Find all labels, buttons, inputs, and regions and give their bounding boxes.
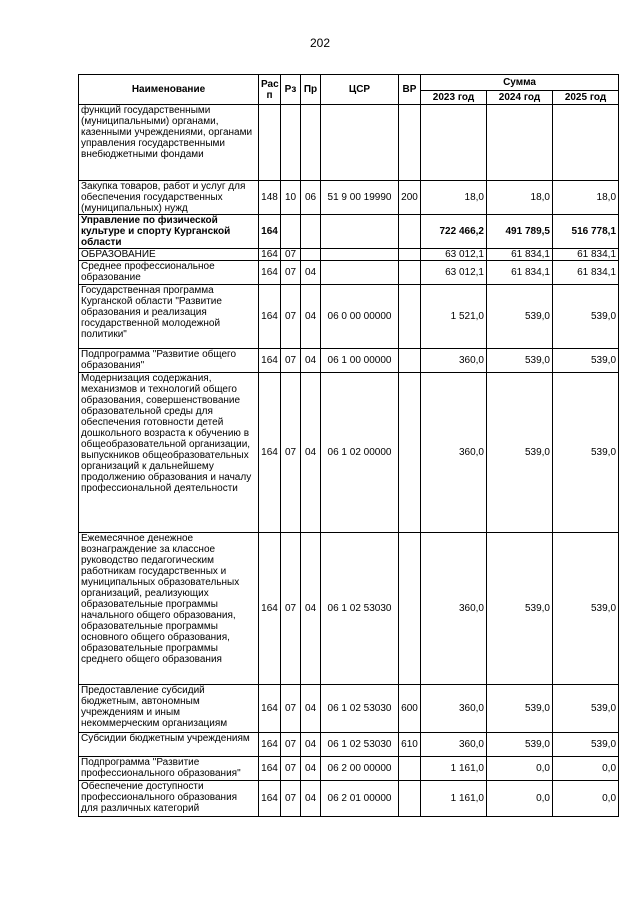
row-2025-cell: 516 778,1 xyxy=(553,215,619,249)
row-2025-cell: 539,0 xyxy=(553,733,619,757)
row-2024-cell: 539,0 xyxy=(487,373,553,533)
header-year-2023: 2023 год xyxy=(421,91,487,105)
row-name-cell: Предоставление субсидий бюджетным, автономным учреждениям и иным некоммерческим организациям xyxy=(79,685,259,733)
table-row xyxy=(79,261,619,285)
row-vr-cell: 610 xyxy=(399,733,421,757)
row-rasp-cell: 148 xyxy=(259,181,281,215)
row-rasp-cell: 164 xyxy=(259,249,281,261)
row-rz-cell: 07 xyxy=(281,533,301,685)
row-2025-cell: 539,0 xyxy=(553,685,619,733)
table-row xyxy=(79,733,619,757)
row-rz-cell: 07 xyxy=(281,781,301,817)
row-vr-cell xyxy=(399,781,421,817)
row-2024-cell: 539,0 xyxy=(487,733,553,757)
row-vr-cell xyxy=(399,533,421,685)
row-pr-cell: 04 xyxy=(301,285,321,349)
page-number: 202 xyxy=(309,36,331,50)
row-pr-cell xyxy=(301,105,321,181)
row-rz-cell: 07 xyxy=(281,349,301,373)
row-rz-cell: 07 xyxy=(281,249,301,261)
budget-table xyxy=(78,74,619,817)
row-csr-cell xyxy=(321,215,399,249)
table-row xyxy=(79,533,619,685)
row-rz-cell: 07 xyxy=(281,757,301,781)
row-name-cell: Субсидии бюджетным учреждениям xyxy=(79,733,259,757)
row-rasp-cell: 164 xyxy=(259,781,281,817)
row-vr-cell xyxy=(399,215,421,249)
table-row xyxy=(79,349,619,373)
row-rasp-cell: 164 xyxy=(259,533,281,685)
row-csr-cell: 06 0 00 00000 xyxy=(321,285,399,349)
row-2024-cell: 491 789,5 xyxy=(487,215,553,249)
header-rasp: Рас п xyxy=(259,75,281,105)
row-csr-cell: 51 9 00 19990 xyxy=(321,181,399,215)
row-2025-cell: 539,0 xyxy=(553,373,619,533)
row-rasp-cell: 164 xyxy=(259,215,281,249)
row-name-cell: Обеспечение доступности профессионального образования для различных категорий xyxy=(79,781,259,817)
row-name-cell: Подпрограмма "Развитие общего образования" xyxy=(79,349,259,373)
row-pr-cell: 04 xyxy=(301,261,321,285)
row-rasp-cell: 164 xyxy=(259,349,281,373)
row-2023-cell: 63 012,1 xyxy=(421,261,487,285)
row-2024-cell: 0,0 xyxy=(487,781,553,817)
row-2024-cell: 0,0 xyxy=(487,757,553,781)
row-2025-cell: 61 834,1 xyxy=(553,261,619,285)
row-name-cell: Подпрограмма "Развитие профессионального образования" xyxy=(79,757,259,781)
row-name-cell: Модернизация содержания, механизмов и технологий общего образования, совершенствование образовательной среды для обеспечения готовности детей дошкольного возраста к обучению в общеобразовательной организации, выпускников общеобразовательных организаций к дальнейшему продолжению образования и началу профессиональной деятельности xyxy=(79,373,259,533)
row-csr-cell xyxy=(321,105,399,181)
row-vr-cell: 200 xyxy=(399,181,421,215)
row-name-cell: Управление по физической культуре и спорту Курганской области xyxy=(79,215,259,249)
row-name-cell: Закупка товаров, работ и услуг для обеспечения государственных (муниципальных) нужд xyxy=(79,181,259,215)
row-2025-cell xyxy=(553,105,619,181)
row-2024-cell: 539,0 xyxy=(487,685,553,733)
row-2023-cell: 18,0 xyxy=(421,181,487,215)
table-row xyxy=(79,757,619,781)
row-vr-cell xyxy=(399,105,421,181)
table-row xyxy=(79,781,619,817)
row-rz-cell: 07 xyxy=(281,261,301,285)
row-csr-cell: 06 1 02 53030 xyxy=(321,533,399,685)
row-2024-cell: 539,0 xyxy=(487,285,553,349)
row-pr-cell: 04 xyxy=(301,533,321,685)
row-name-cell: функций государственными (муниципальными) органами, казенными учреждениями, органами управления государственными внебюджетными фондами xyxy=(79,105,259,181)
row-2023-cell: 360,0 xyxy=(421,733,487,757)
row-csr-cell xyxy=(321,249,399,261)
table-row xyxy=(79,685,619,733)
header-vr: ВР xyxy=(399,75,421,105)
row-2023-cell: 360,0 xyxy=(421,373,487,533)
row-2024-cell: 61 834,1 xyxy=(487,261,553,285)
table-row xyxy=(79,285,619,349)
table-row xyxy=(79,105,619,181)
row-2025-cell: 0,0 xyxy=(553,757,619,781)
row-vr-cell xyxy=(399,757,421,781)
row-2023-cell: 1 521,0 xyxy=(421,285,487,349)
row-name-cell: ОБРАЗОВАНИЕ xyxy=(79,249,259,261)
row-2024-cell: 539,0 xyxy=(487,349,553,373)
row-2024-cell: 61 834,1 xyxy=(487,249,553,261)
row-2023-cell xyxy=(421,105,487,181)
row-vr-cell: 600 xyxy=(399,685,421,733)
table-row xyxy=(79,215,619,249)
row-2024-cell: 18,0 xyxy=(487,181,553,215)
row-pr-cell xyxy=(301,215,321,249)
row-2024-cell xyxy=(487,105,553,181)
row-vr-cell xyxy=(399,373,421,533)
row-rz-cell: 07 xyxy=(281,285,301,349)
row-rasp-cell: 164 xyxy=(259,685,281,733)
row-2023-cell: 360,0 xyxy=(421,349,487,373)
row-2023-cell: 1 161,0 xyxy=(421,781,487,817)
header-name: Наименование xyxy=(79,75,259,105)
row-rasp-cell xyxy=(259,105,281,181)
row-2025-cell: 61 834,1 xyxy=(553,249,619,261)
row-rasp-cell: 164 xyxy=(259,373,281,533)
row-vr-cell xyxy=(399,249,421,261)
header-csr: ЦСР xyxy=(321,75,399,105)
row-rz-cell: 07 xyxy=(281,685,301,733)
row-rasp-cell: 164 xyxy=(259,261,281,285)
row-name-cell: Ежемесячное денежное вознаграждение за классное руководство педагогическим работникам государственных и муниципальных образовательных организаций, реализующих образовательные программы начального общего образования, образовательные программы основного общего образования, образовательные программы среднего общего образования xyxy=(79,533,259,685)
row-pr-cell: 04 xyxy=(301,733,321,757)
row-csr-cell: 06 1 02 53030 xyxy=(321,685,399,733)
row-rasp-cell: 164 xyxy=(259,757,281,781)
row-2025-cell: 539,0 xyxy=(553,533,619,685)
row-rz-cell: 07 xyxy=(281,733,301,757)
header-rz: Рз xyxy=(281,75,301,105)
row-2023-cell: 360,0 xyxy=(421,685,487,733)
row-2023-cell: 360,0 xyxy=(421,533,487,685)
row-rasp-cell: 164 xyxy=(259,285,281,349)
row-rz-cell: 07 xyxy=(281,373,301,533)
row-2023-cell: 1 161,0 xyxy=(421,757,487,781)
row-vr-cell xyxy=(399,349,421,373)
row-pr-cell: 04 xyxy=(301,757,321,781)
header-pr: Пр xyxy=(301,75,321,105)
table-row xyxy=(79,181,619,215)
row-2025-cell: 0,0 xyxy=(553,781,619,817)
row-2023-cell: 722 466,2 xyxy=(421,215,487,249)
row-csr-cell: 06 1 00 00000 xyxy=(321,349,399,373)
row-name-cell: Среднее профессиональное образование xyxy=(79,261,259,285)
header-year-2025: 2025 год xyxy=(553,91,619,105)
row-2024-cell: 539,0 xyxy=(487,533,553,685)
row-rasp-cell: 164 xyxy=(259,733,281,757)
row-rz-cell xyxy=(281,215,301,249)
row-2025-cell: 539,0 xyxy=(553,349,619,373)
row-rz-cell: 10 xyxy=(281,181,301,215)
table-row xyxy=(79,249,619,261)
row-rz-cell xyxy=(281,105,301,181)
row-csr-cell: 06 1 02 53030 xyxy=(321,733,399,757)
row-pr-cell: 06 xyxy=(301,181,321,215)
row-pr-cell: 04 xyxy=(301,373,321,533)
row-pr-cell: 04 xyxy=(301,781,321,817)
row-2025-cell: 18,0 xyxy=(553,181,619,215)
row-name-cell: Государственная программа Курганской области "Развитие образования и реализация государственной молодежной политики" xyxy=(79,285,259,349)
row-pr-cell: 04 xyxy=(301,349,321,373)
row-csr-cell: 06 2 00 00000 xyxy=(321,757,399,781)
row-csr-cell: 06 1 02 00000 xyxy=(321,373,399,533)
header-sum: Сумма xyxy=(421,75,619,91)
header-year-2024: 2024 год xyxy=(487,91,553,105)
row-2023-cell: 63 012,1 xyxy=(421,249,487,261)
table-row xyxy=(79,373,619,533)
row-csr-cell xyxy=(321,261,399,285)
row-csr-cell: 06 2 01 00000 xyxy=(321,781,399,817)
row-pr-cell: 04 xyxy=(301,685,321,733)
row-vr-cell xyxy=(399,285,421,349)
row-vr-cell xyxy=(399,261,421,285)
row-pr-cell xyxy=(301,249,321,261)
row-2025-cell: 539,0 xyxy=(553,285,619,349)
